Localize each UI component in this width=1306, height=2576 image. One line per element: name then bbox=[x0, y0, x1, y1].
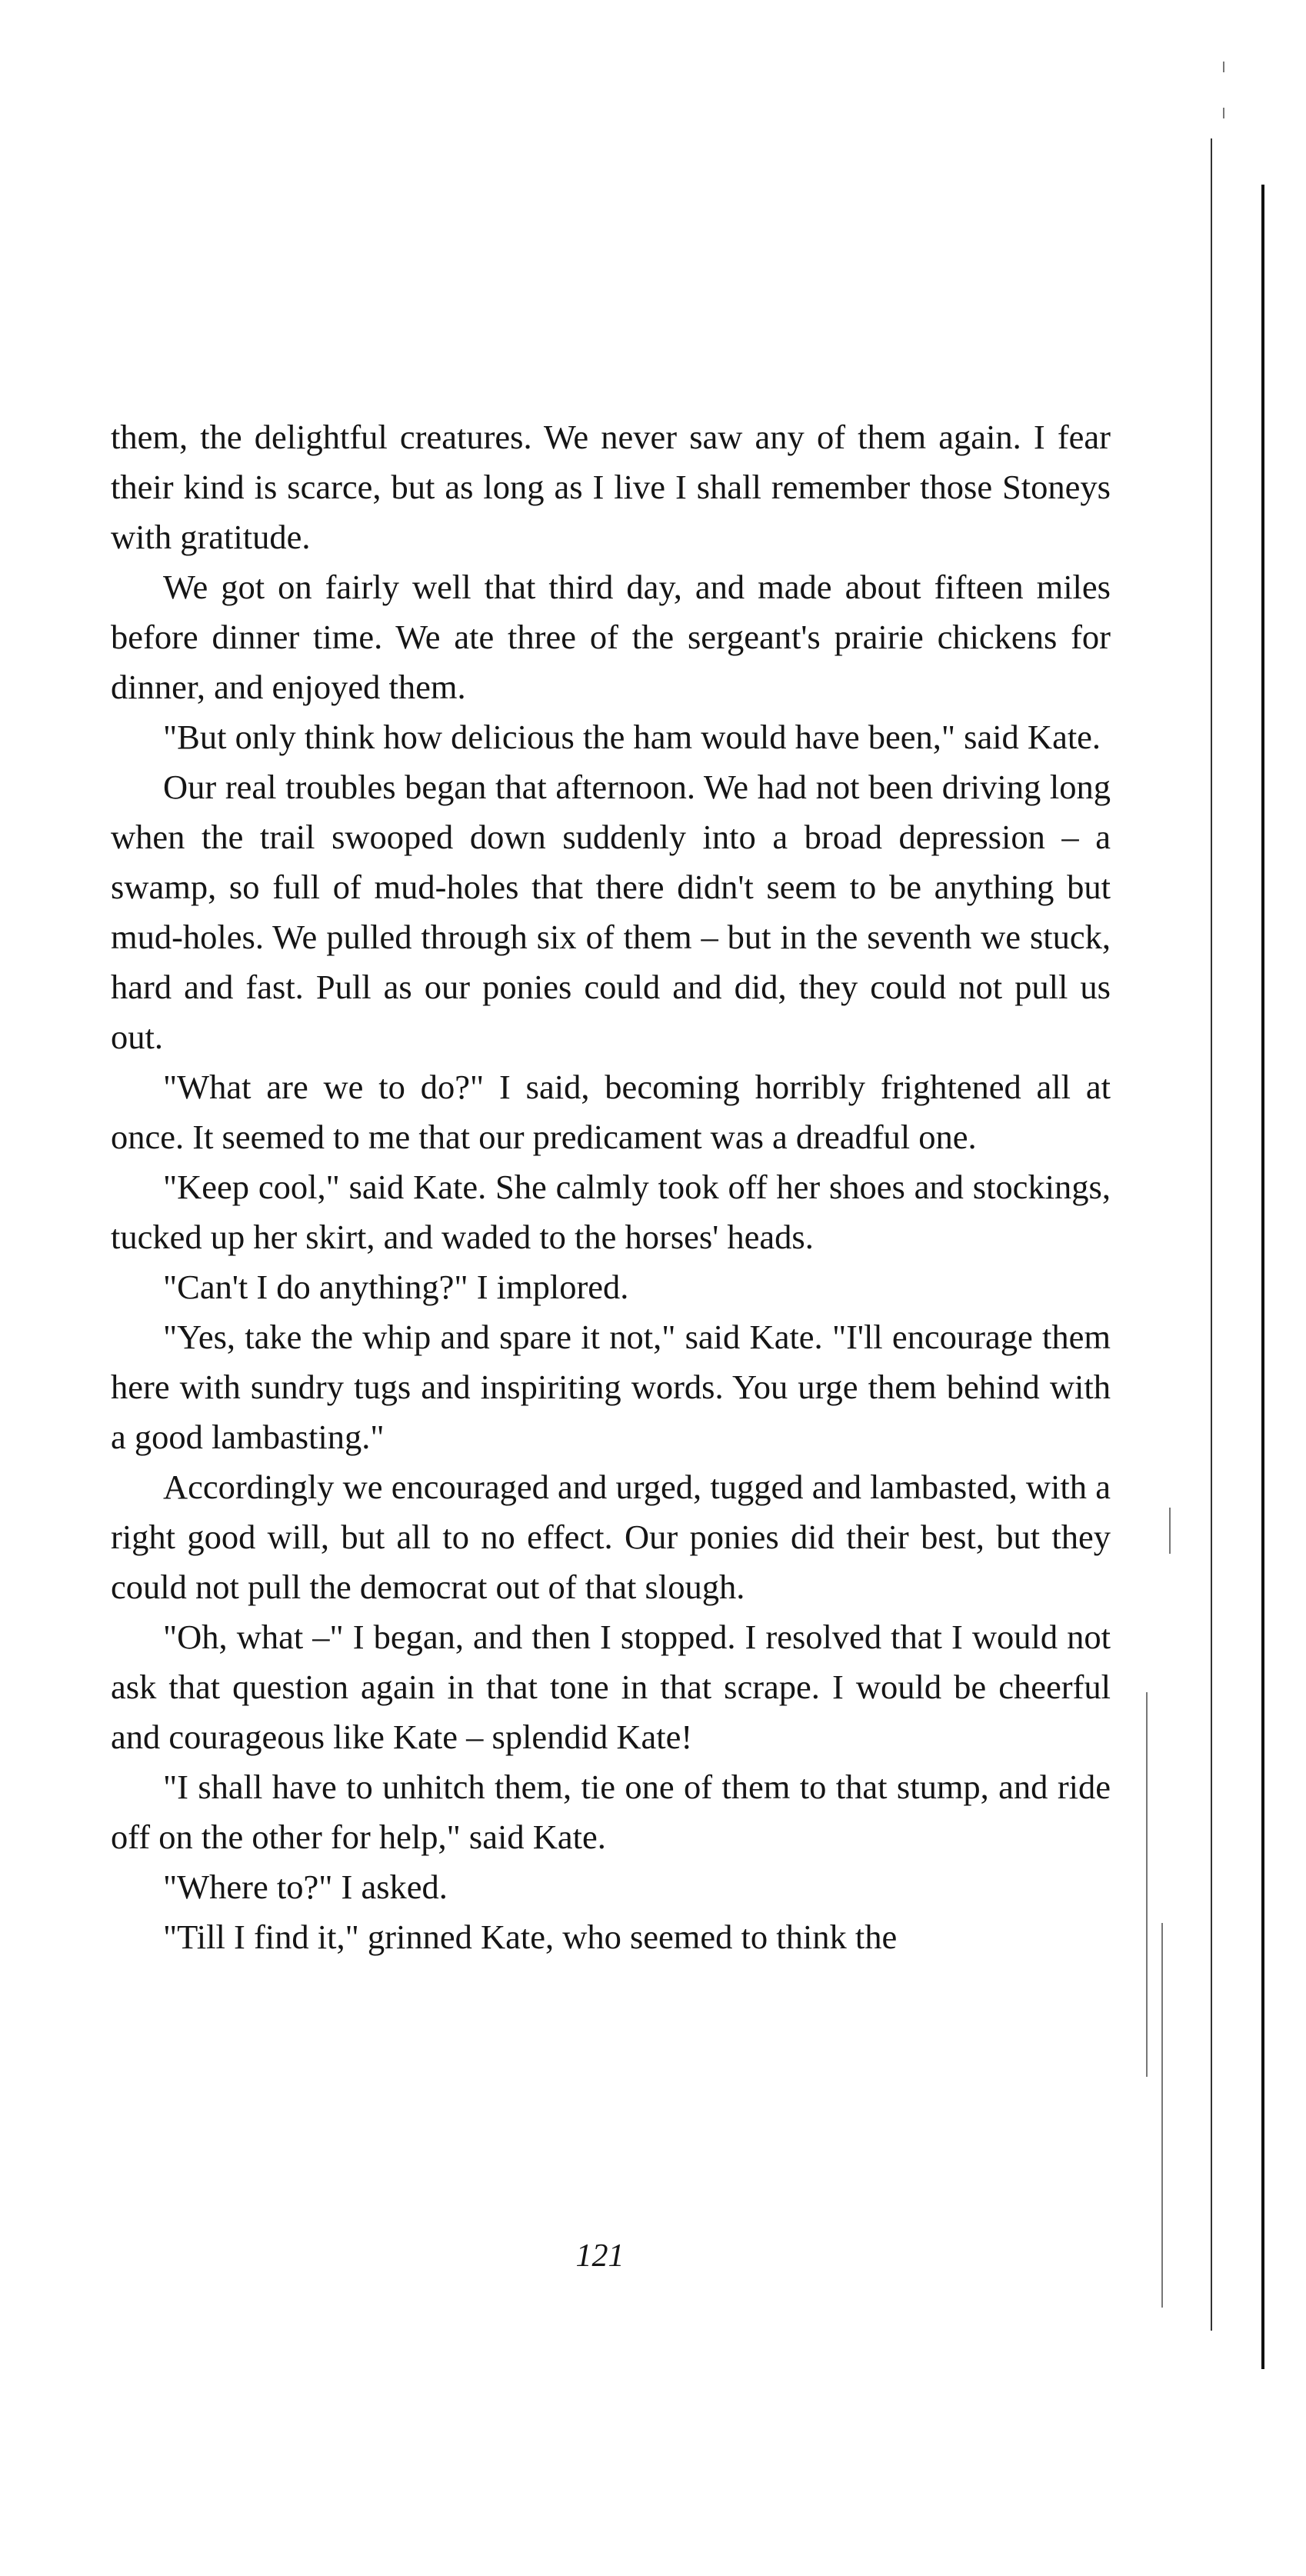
paragraph: "Keep cool," said Kate. She calmly took off her shoes and stockings, tucked up her skirt, and waded to the horses' heads. bbox=[111, 1168, 1111, 1256]
paragraph: "Where to?" I asked. bbox=[163, 1868, 448, 1906]
paragraph: "What are we to do?" I said, becoming horribly frightened all at once. It seemed to me that our predicament was a dreadful one. bbox=[111, 1068, 1111, 1156]
paragraph: them, the delightful creatures. We never saw any of them again. I fear their kind is scarce, but as long as I live I shall remember those Stoneys with gratitude. bbox=[111, 418, 1111, 556]
paragraph: "Yes, take the whip and spare it not," said Kate. "I'll encourage them here with sundry tugs and inspiriting words. You urge them behind with a good lambasting." bbox=[111, 1318, 1111, 1456]
paragraph: Accordingly we encouraged and urged, tugged and lambasted, with a right good will, but all to no effect. Our ponies did their best, but they could not pull the democrat out of that slough. bbox=[111, 1468, 1111, 1606]
paragraph: "Till I find it," grinned Kate, who seemed to think the bbox=[163, 1918, 898, 1956]
scan-artifact bbox=[1169, 1508, 1171, 1554]
paragraph: "I shall have to unhitch them, tie one of them to that stump, and ride off on the other for help," said Kate. bbox=[111, 1768, 1111, 1856]
paragraph: "Oh, what –" I began, and then I stopped. I resolved that I would not ask that question again in that tone in that scrape. I would be cheerful and courageous like Kate – splendid Kate! bbox=[111, 1618, 1111, 1756]
scan-artifact bbox=[1161, 1923, 1163, 2308]
paragraph: Our real troubles began that afternoon. We had not been driving long when the trail swooped down suddenly into a broad depression – a swamp, so full of mud-holes that there didn't seem to be anything but mud-holes. We pulled through six of them – but in the seventh we stuck, hard and fast. Pull as our ponies could and did, they could not pull us out. bbox=[111, 768, 1111, 1056]
page-edge-line bbox=[1261, 185, 1264, 2369]
paragraph: "But only think how delicious the ham would have been," said Kate. bbox=[163, 718, 1101, 756]
scan-artifact bbox=[1223, 62, 1224, 72]
paragraph: "Can't I do anything?" I implored. bbox=[163, 1268, 629, 1306]
paragraph: We got on fairly well that third day, and made about fifteen miles before dinner time. We ate three of the sergeant's prairie chickens for dinner, and enjoyed them. bbox=[111, 568, 1111, 706]
scan-artifact bbox=[1146, 1692, 1148, 2077]
page-edge-line bbox=[1211, 138, 1212, 2331]
page-number: 121 bbox=[575, 2238, 625, 2274]
page-body bbox=[111, 412, 1111, 1962]
scan-artifact bbox=[1223, 108, 1224, 118]
